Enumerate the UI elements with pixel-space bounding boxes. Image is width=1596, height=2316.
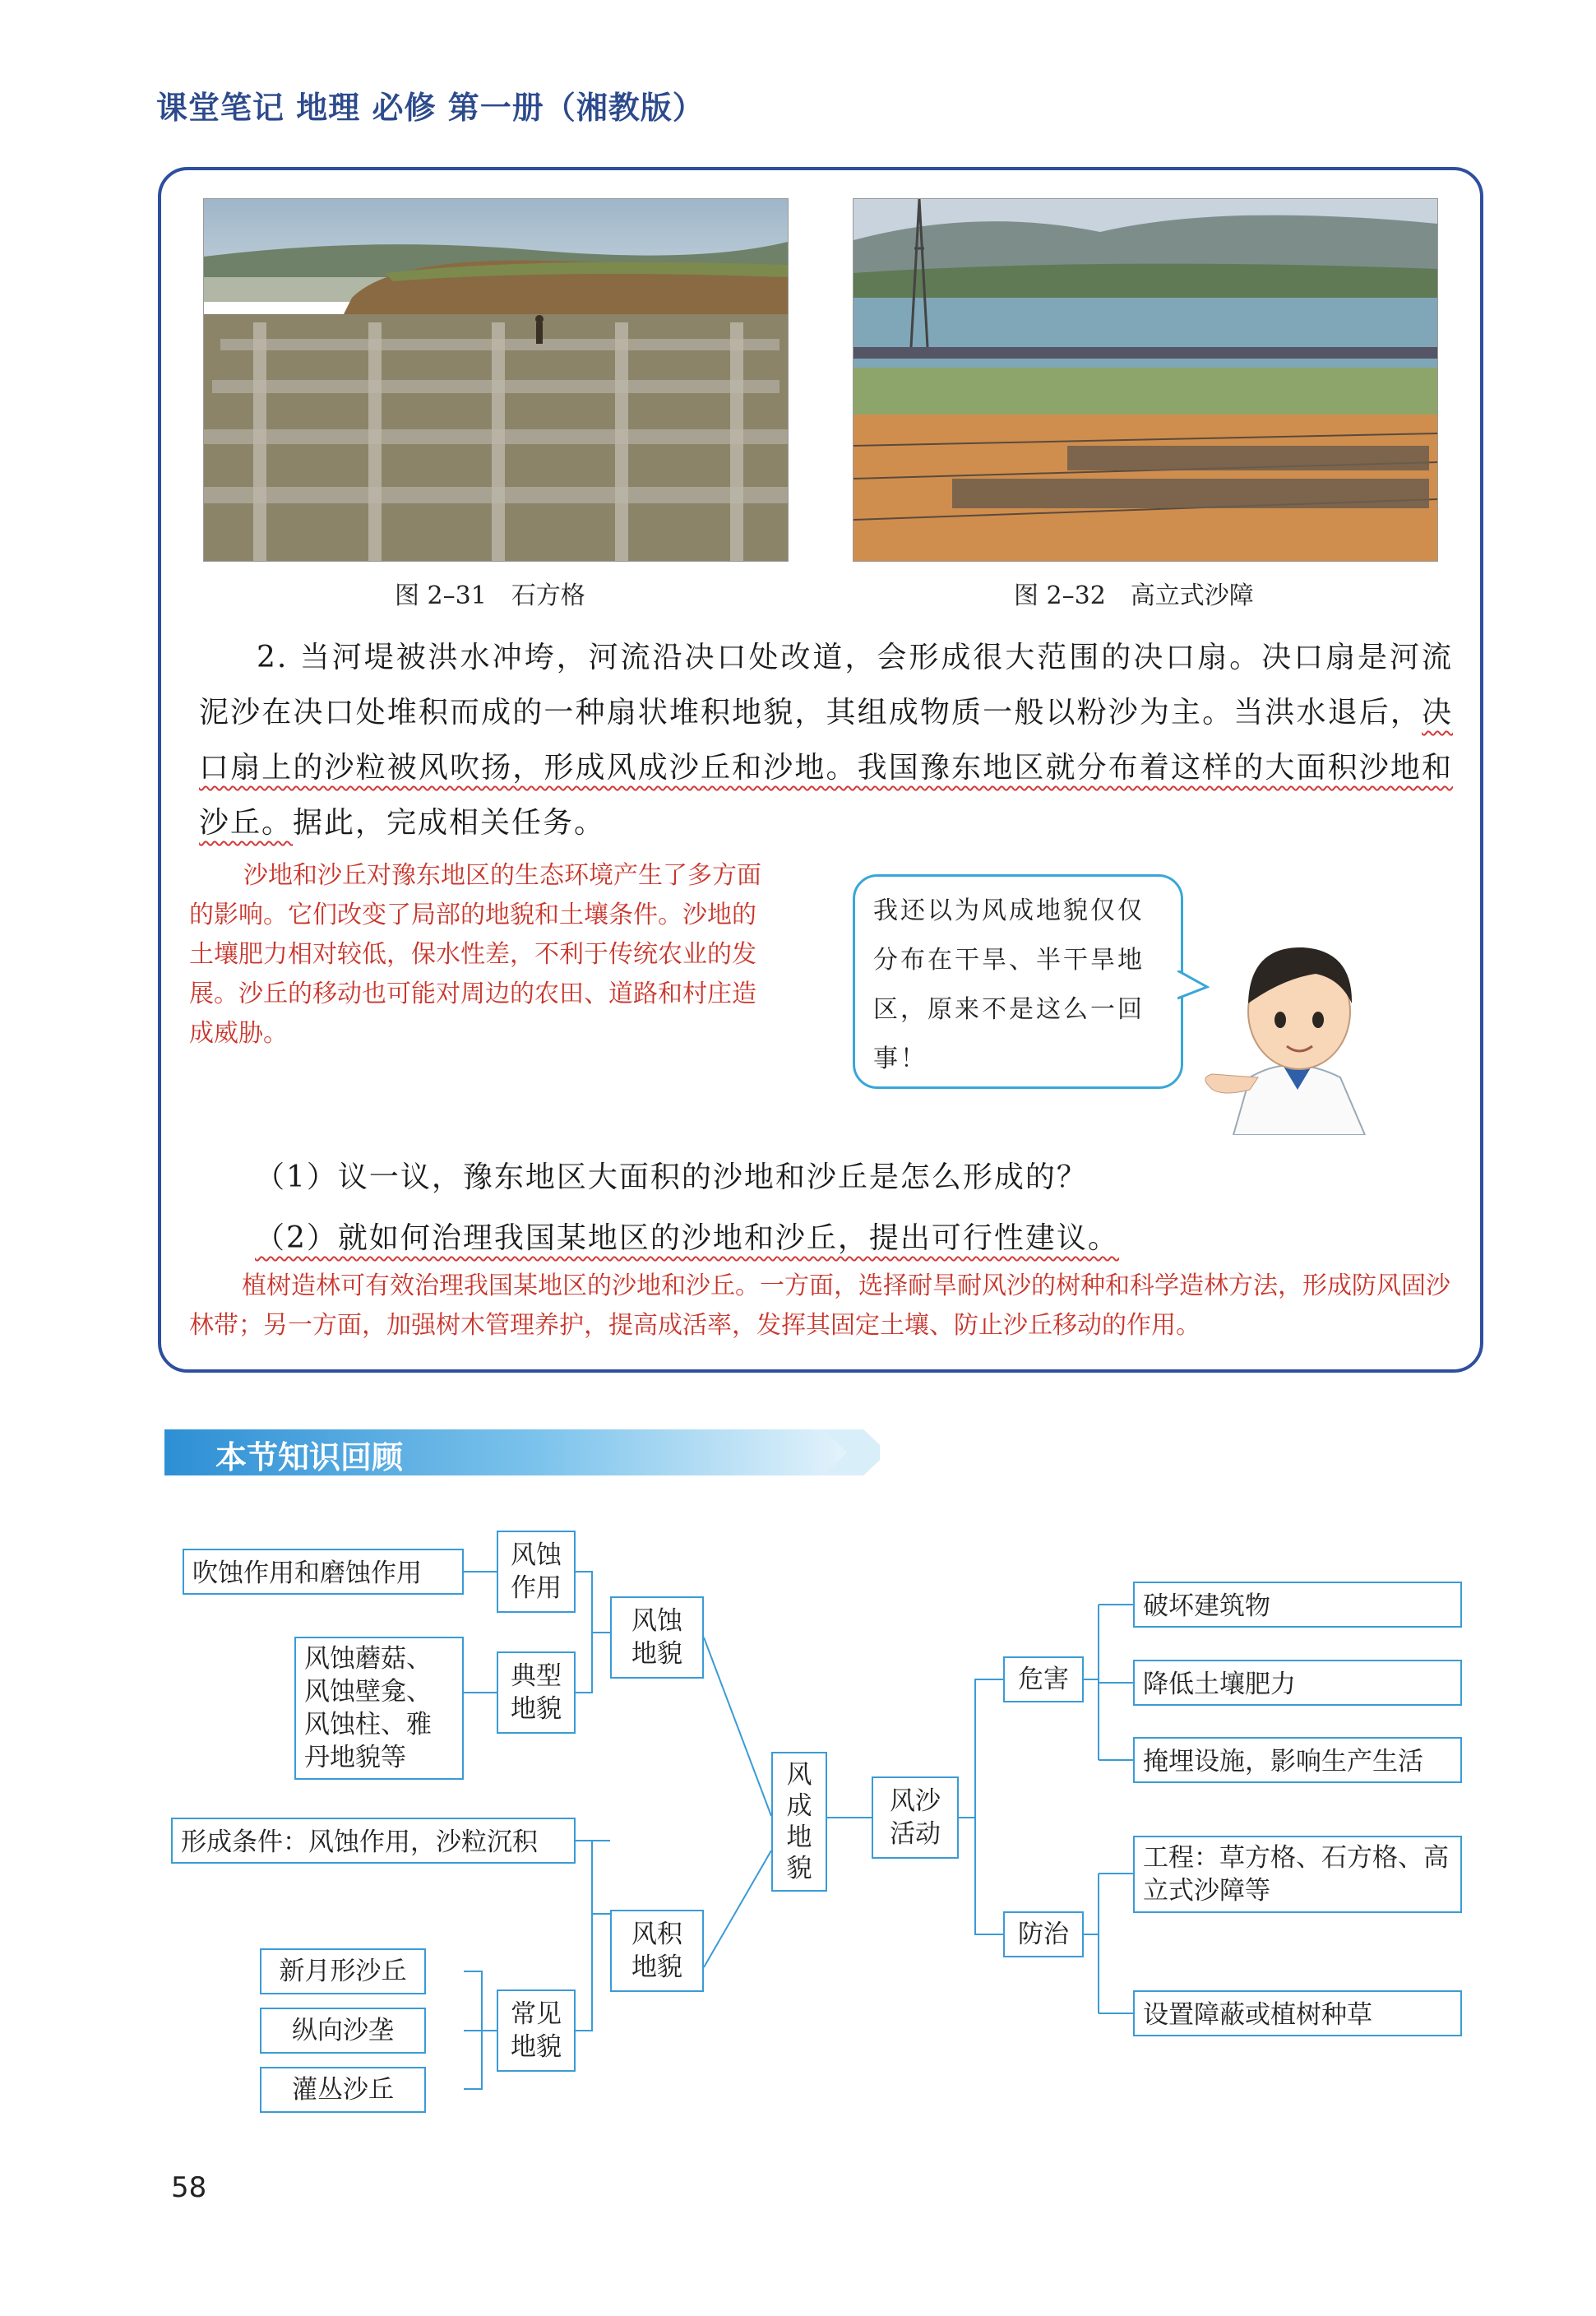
page-header: 课堂笔记 地理 必修 第一册（湘教版） [156,90,705,126]
node-prevention-engineering: 工程：草方格、石方格、高立式沙障等 [1133,1836,1462,1913]
speech-bubble-text: 我还以为风成地貌仅仅分布在干旱、半干旱地区，原来不是这么一回事！ [873,896,1145,1073]
node-deposition-landform: 风积地貌 [610,1910,704,1992]
node-typical-list: 风蚀蘑菇、风蚀壁龛、风蚀柱、雅丹地貌等 [294,1637,464,1780]
node-formation-condition: 形成条件：风蚀作用，沙粒沉积 [171,1818,576,1864]
passage-start: 2. 当河堤被洪水冲垮，河流沿决口处改道，会形成很大范围的决口扇。决口扇是河流泥沙在决口处堆积而成的一种扇状堆积地貌，其组成物质一般以粉沙为主。当洪水退后， [199,641,1453,730]
answer-ecological-impact: 沙地和沙丘对豫东地区的生态环境产生了多方面的影响。它们改变了局部的地貌和土壤条件。沙地的土壤肥力相对较低，保水性差，不利于传统农业的发展。沙丘的移动也可能对周边的农田、道路和村庄造成威胁。 [189,861,761,1048]
node-harm-burial: 掩埋设施，影响生产生活 [1133,1737,1462,1783]
node-harm-soil: 降低土壤肥力 [1133,1660,1462,1706]
node-common-landform: 常见地貌 [497,1989,576,2072]
review-title: 本节知识回顾 [215,1439,404,1475]
node-aeolian-landform: 风成地貌 [771,1752,827,1892]
node-harm-buildings: 破坏建筑物 [1133,1582,1462,1628]
question-1: （1）议一议，豫东地区大面积的沙地和沙丘是怎么形成的？ [255,1160,1088,1194]
node-harm: 危害 [1003,1656,1084,1702]
node-typical-landform: 典型地貌 [497,1651,576,1734]
page-number: 58 [171,2171,207,2204]
node-erosion-landform: 风蚀地貌 [610,1596,704,1679]
node-prevention-vegetation: 设置障蔽或植树种草 [1133,1990,1462,2036]
node-longitudinal-dune: 纵向沙垄 [260,2008,426,2054]
node-prevention: 防治 [1003,1911,1084,1957]
figure-2-32-caption: 图 2–32 高立式沙障 [1014,581,1254,610]
answer-control-suggestion: 植树造林可有效治理我国某地区的沙地和沙丘。一方面，选择耐旱耐风沙的树种和科学造林方法，形成防风固沙林带；另一方面，加强树木管理养护，提高成活率，发挥其固定土壤、防止沙丘移动的作用。 [189,1271,1450,1340]
node-sand-activity: 风沙活动 [872,1776,959,1859]
question-2-text: （2）就如何治理我国某地区的沙地和沙丘，提出可行性建议。 [255,1221,1119,1255]
passage-end: 据此，完成相关任务。 [293,806,606,840]
node-crescent-dune: 新月形沙丘 [260,1948,426,1994]
node-erosion-action: 风蚀作用 [497,1531,576,1613]
node-shrub-dune: 灌丛沙丘 [260,2067,426,2113]
node-erosion-process: 吹蚀作用和磨蚀作用 [183,1549,464,1595]
passage-underlined: 决口扇上的沙粒被风吹扬，形成风成沙丘和沙地。我国豫东地区就分布着这样的大面积沙地和沙丘。 [199,696,1453,840]
figure-2-31-caption: 图 2–31 石方格 [395,581,585,610]
